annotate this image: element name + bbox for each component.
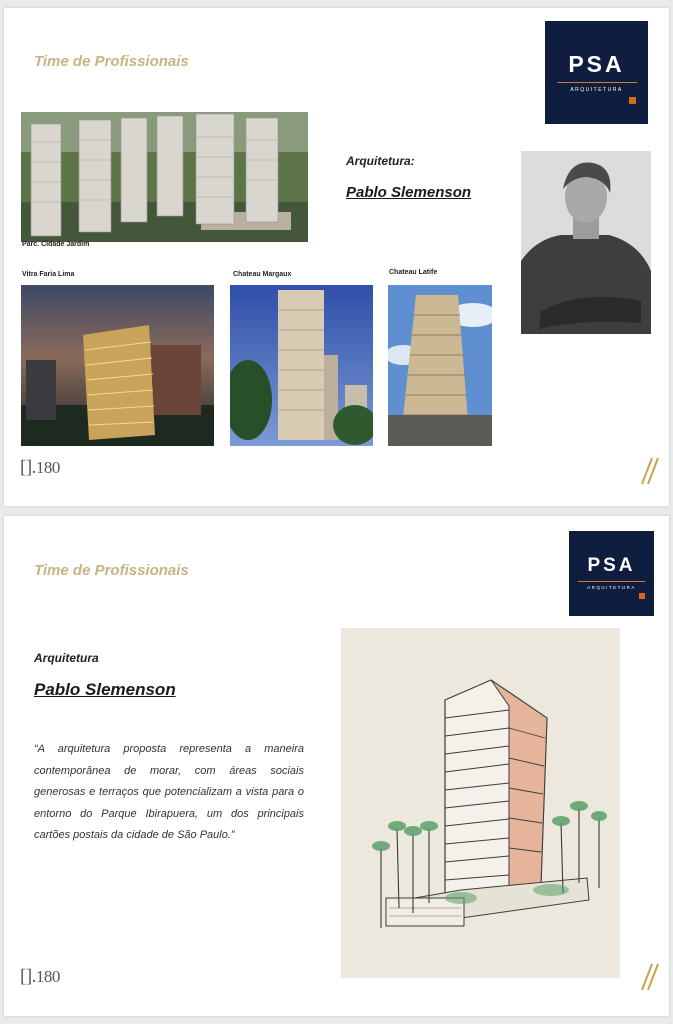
- photo-vitra-faria-lima: [21, 285, 214, 446]
- psa-logo-divider: [578, 581, 645, 582]
- footer-number: 180: [35, 967, 60, 986]
- caption-vitra-faria-lima: Vitra Faria Lima: [22, 271, 75, 278]
- photo-chateau-latife: [388, 285, 492, 446]
- psa-logo-divider: [557, 82, 637, 83]
- psa-logo-subtitle: ARQUITETURA: [587, 585, 636, 590]
- psa-logo-subtitle: ARQUITETURA: [570, 87, 623, 93]
- illustration-building-sketch: [341, 628, 620, 978]
- psa-logo-word: PSA: [568, 51, 625, 77]
- photo-architect-portrait: [521, 151, 651, 334]
- footer-bracket-icon: [].: [20, 966, 36, 987]
- caption-parc-cidade-jardim: Parc. Cidade Jardim: [22, 241, 90, 248]
- footer-number: 180: [35, 458, 60, 477]
- section-title: Time de Profissionais: [34, 53, 189, 70]
- psa-logo-word: PSA: [587, 555, 636, 576]
- architect-quote: “A arquitetura proposta representa a maneira contemporânea de morar, com áreas sociais generosas e terraços que potencializam a vista para o entorno do Parque Ibirapuera, um dos principais cartões postais da cidade de São Paulo.”: [34, 743, 304, 841]
- caption-chateau-margaux: Chateau Margaux: [233, 271, 292, 278]
- footer-bracket-icon: [].: [20, 457, 36, 478]
- footer-logo: [20, 966, 60, 988]
- section-title: Time de Profissionais: [34, 562, 189, 579]
- psa-logo: [569, 531, 654, 616]
- footer-slash-mark-icon: [638, 456, 660, 486]
- psa-logo: [545, 21, 648, 124]
- slide-2: [4, 516, 669, 1016]
- photo-parc-cidade-jardim: [21, 112, 308, 242]
- architect-name: Pablo Slemenson: [34, 680, 176, 699]
- psa-logo-square-icon: [629, 97, 636, 104]
- slide-1: [4, 8, 669, 506]
- footer-logo: [20, 457, 60, 479]
- architect-name: Pablo Slemenson: [346, 184, 472, 201]
- role-label: Arquitetura:: [346, 154, 415, 168]
- role-label: Arquitetura: [34, 651, 99, 665]
- photo-chateau-margaux: [230, 285, 373, 446]
- footer-slash-mark-icon: [638, 962, 660, 992]
- caption-chateau-latife: Chateau Latife: [389, 269, 438, 276]
- psa-logo-square-icon: [639, 593, 645, 599]
